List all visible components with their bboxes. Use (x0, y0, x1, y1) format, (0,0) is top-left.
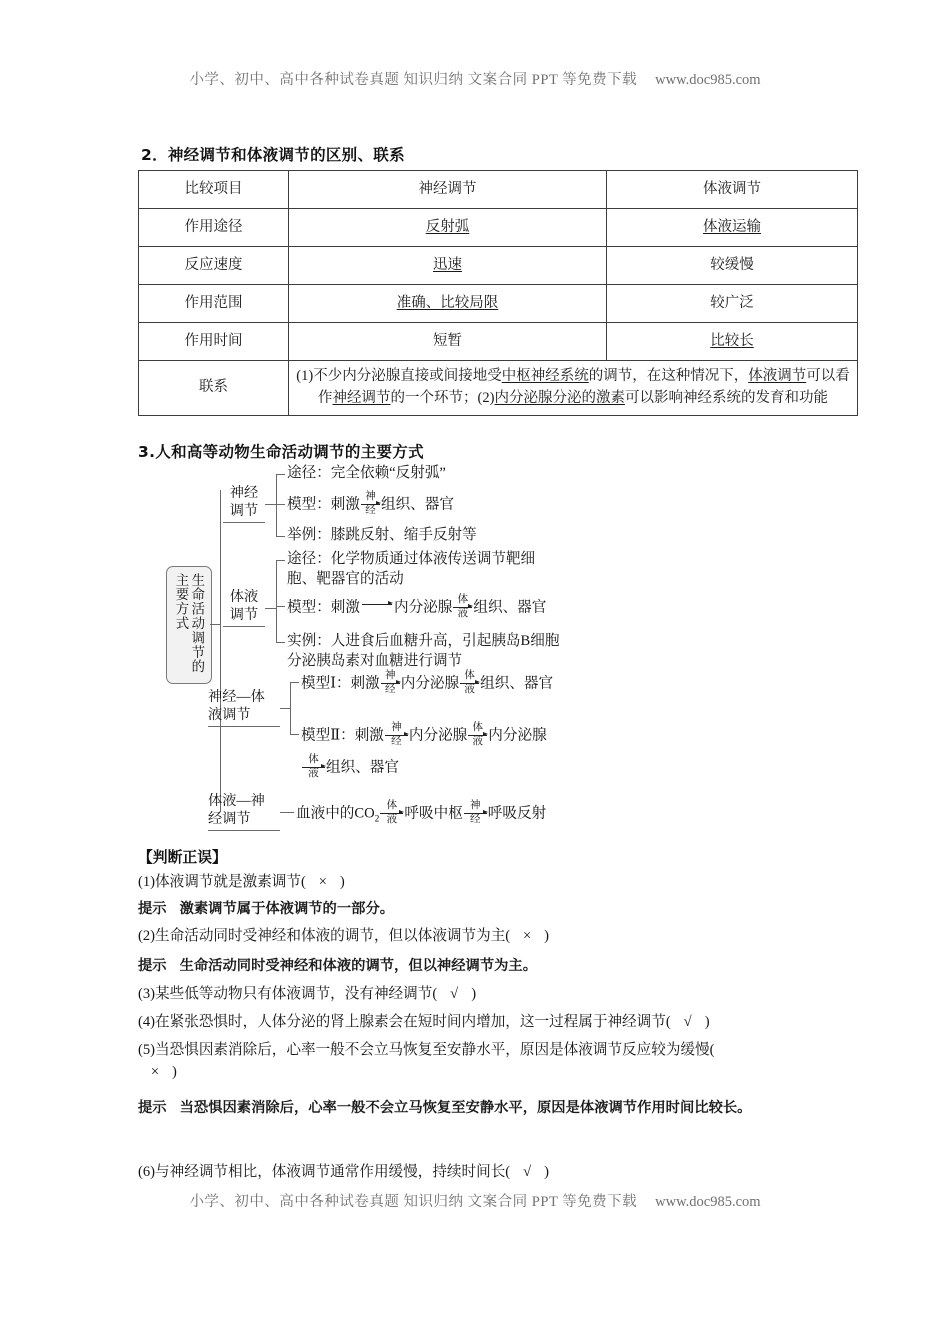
table-header-item: 比较项目 (139, 171, 289, 209)
branch-tick-nh-1 (290, 682, 299, 683)
branch-tick-humoral-2 (276, 606, 285, 607)
table-row (139, 285, 858, 323)
watermark-text: 小学、初中、高中各种试卷真题 知识归纳 文案合同 PPT 等免费下载 (189, 1194, 638, 1210)
branch-underline-humoral (223, 626, 265, 627)
row-humoral-value: 体液运输 (607, 209, 858, 247)
diagram-root-label: 生命活动调节的主要方式 (174, 573, 205, 674)
nerve-item-example: 举例：膝跳反射、缩手反射等 (287, 527, 477, 543)
row-label: 作用途径 (139, 209, 289, 247)
branch-bracket-humoral (276, 560, 277, 642)
arrow-nerve-icon: 神 经 (361, 492, 380, 516)
branch-bracket-nerve (276, 474, 277, 536)
row-nerve-value: 短暂 (289, 323, 607, 361)
row-label: 作用范围 (139, 285, 289, 323)
table-row (139, 323, 858, 361)
branch-tick-nh-2 (290, 734, 299, 735)
arrow-humoral-icon: 体 液 (468, 723, 487, 747)
link-row-content: (1)不少内分泌腺直接或间接地受中枢神经系统的调节，在这种情况下，体液调节可以看作神经调节的一个环节；(2)内分泌腺分泌的激素可以影响神经系统的发育和功能 (289, 361, 858, 416)
judgement-item-1: (1)体液调节就是激素调节( × ) (138, 872, 345, 894)
diagram-root-box (166, 566, 212, 684)
branch-underline-nerve-humoral (208, 726, 280, 727)
nh-model-2: 模型Ⅱ：刺激 神 经 内分泌腺 体 液 内分泌腺 (301, 722, 547, 747)
humoral-item-model: 模型：刺激 内分泌腺 体 液 组织、器官 (287, 594, 547, 619)
regulation-tree-diagram (138, 460, 828, 830)
row-humoral-value: 较缓慢 (607, 247, 858, 285)
row-nerve-value: 迅速 (289, 247, 607, 285)
humoral-item-path: 途径：化学物质通过体液传送调节靶细胞、靶器官的活动 (287, 551, 536, 587)
section-3-heading: 3.人和高等动物生命活动调节的主要方式 (138, 443, 424, 461)
nh-model-2-cont: 体 液 组织、器官 (301, 756, 399, 780)
comparison-table (138, 170, 858, 416)
branch-tick-nerve-2 (276, 504, 285, 505)
answer-mark: × (318, 874, 327, 890)
arrow-plain-icon (362, 604, 392, 605)
judgement-item-4: (4)在紧张恐惧时，人体分泌的肾上腺素会在短时间内增加，这一过程属于神经调节( √ ) (138, 1012, 710, 1034)
branch-label-nerve: 神经 调节 (229, 485, 259, 520)
answer-mark: √ (683, 1014, 692, 1030)
answer-mark: × (523, 928, 532, 944)
watermark-text: 小学、初中、高中各种试卷真题 知识归纳 文案合同 PPT 等免费下载 (189, 72, 638, 88)
answer-mark: × (150, 1063, 160, 1080)
table-link-row (139, 361, 858, 416)
section-2-heading: 2．神经调节和体液调节的区别、联系 (141, 146, 405, 164)
arrow-humoral-icon: 体 液 (460, 671, 479, 695)
branch-tick-nerve-1 (276, 474, 285, 475)
branch-connector-humoral (265, 608, 276, 609)
arrow-nerve-icon: 神 经 (464, 801, 487, 825)
branch-bracket-nerve-humoral (290, 682, 291, 734)
table-header-nerve: 神经调节 (289, 171, 607, 209)
branch-tick-humoral-1 (276, 560, 285, 561)
row-label: 反应速度 (139, 247, 289, 285)
arrow-nerve-icon: 神 经 (381, 671, 400, 695)
diagram-root-connector (210, 624, 220, 625)
humoral-item-example: 实例：人进食后血糖升高，引起胰岛B细胞分泌胰岛素对血糖进行调节 (287, 633, 560, 669)
arrow-humoral-icon: 体 液 (453, 595, 472, 619)
branch-underline-humoral-nerve (208, 830, 280, 831)
nerve-item-path: 途径：完全依赖“反射弧” (287, 465, 446, 481)
judgement-item-5: (5)当恐惧因素消除后，心率一般不会立马恢复至安静水平，原因是体液调节反应较为缓慢( × ) (138, 1040, 838, 1084)
judgement-item-2: (2)生命活动同时受神经和体液的调节，但以体液调节为主( × ) (138, 926, 549, 948)
row-humoral-value: 较广泛 (607, 285, 858, 323)
branch-connector-nerve-humoral (280, 708, 290, 709)
table-row (139, 209, 858, 247)
row-nerve-value: 准确、比较局限 (289, 285, 607, 323)
row-humoral-value: 比较长 (607, 323, 858, 361)
branch-label-humoral-nerve: 体液—神 经调节 (208, 793, 265, 828)
branch-underline-nerve (223, 522, 265, 523)
row-nerve-value: 反射弧 (289, 209, 607, 247)
judgement-item-3: (3)某些低等动物只有体液调节，没有神经调节( √ ) (138, 984, 476, 1006)
watermark-header (0, 68, 950, 89)
table-header-humoral: 体液调节 (607, 171, 858, 209)
watermark-url: www.doc985.com (655, 1194, 761, 1210)
judgement-hint-2: 提示 生命活动同时受神经和体液的调节，但以神经调节为主。 (138, 958, 538, 974)
hn-model: 血液中的$CO_2$ 体 液 呼吸中枢 神 经 呼吸反射 (296, 800, 547, 825)
judgement-hint-1: 提示 激素调节属于体液调节的一部分。 (138, 901, 395, 917)
judgement-item-6: (6)与神经调节相比，体液调节通常作用缓慢，持续时间长( √ ) (138, 1162, 549, 1184)
branch-tick-nerve-3 (276, 536, 285, 537)
arrow-humoral-icon: 体 液 (380, 801, 403, 825)
table-header-row (139, 171, 858, 209)
branch-connector-nerve (265, 504, 276, 505)
arrow-nerve-icon: 神 经 (385, 723, 408, 747)
arrow-humoral-icon: 体 液 (302, 755, 325, 779)
judgement-heading: 【判断正误】 (138, 849, 227, 866)
link-row-label: 联系 (139, 361, 289, 416)
judgement-hint-3: 提示 当恐惧因素消除后，心率一般不会立马恢复至安静水平，原因是体液调节作用时间比较长。 (138, 1100, 752, 1116)
row-label: 作用时间 (139, 323, 289, 361)
answer-mark: √ (450, 986, 459, 1002)
watermark-url: www.doc985.com (655, 72, 761, 88)
branch-tick-humoral-3 (276, 642, 285, 643)
nh-model-1: 模型Ⅰ：刺激 神 经 内分泌腺 体 液 组织、器官 (301, 670, 554, 695)
watermark-footer (0, 1190, 950, 1211)
branch-label-nerve-humoral: 神经—体 液调节 (208, 689, 265, 724)
branch-connector-humoral-nerve (280, 812, 294, 813)
nerve-item-model: 模型：刺激 神 经 组织、器官 (287, 491, 454, 516)
table-row (139, 247, 858, 285)
answer-mark: √ (523, 1164, 532, 1180)
branch-label-humoral: 体液 调节 (229, 589, 259, 624)
diagram-trunk-line (220, 490, 221, 812)
